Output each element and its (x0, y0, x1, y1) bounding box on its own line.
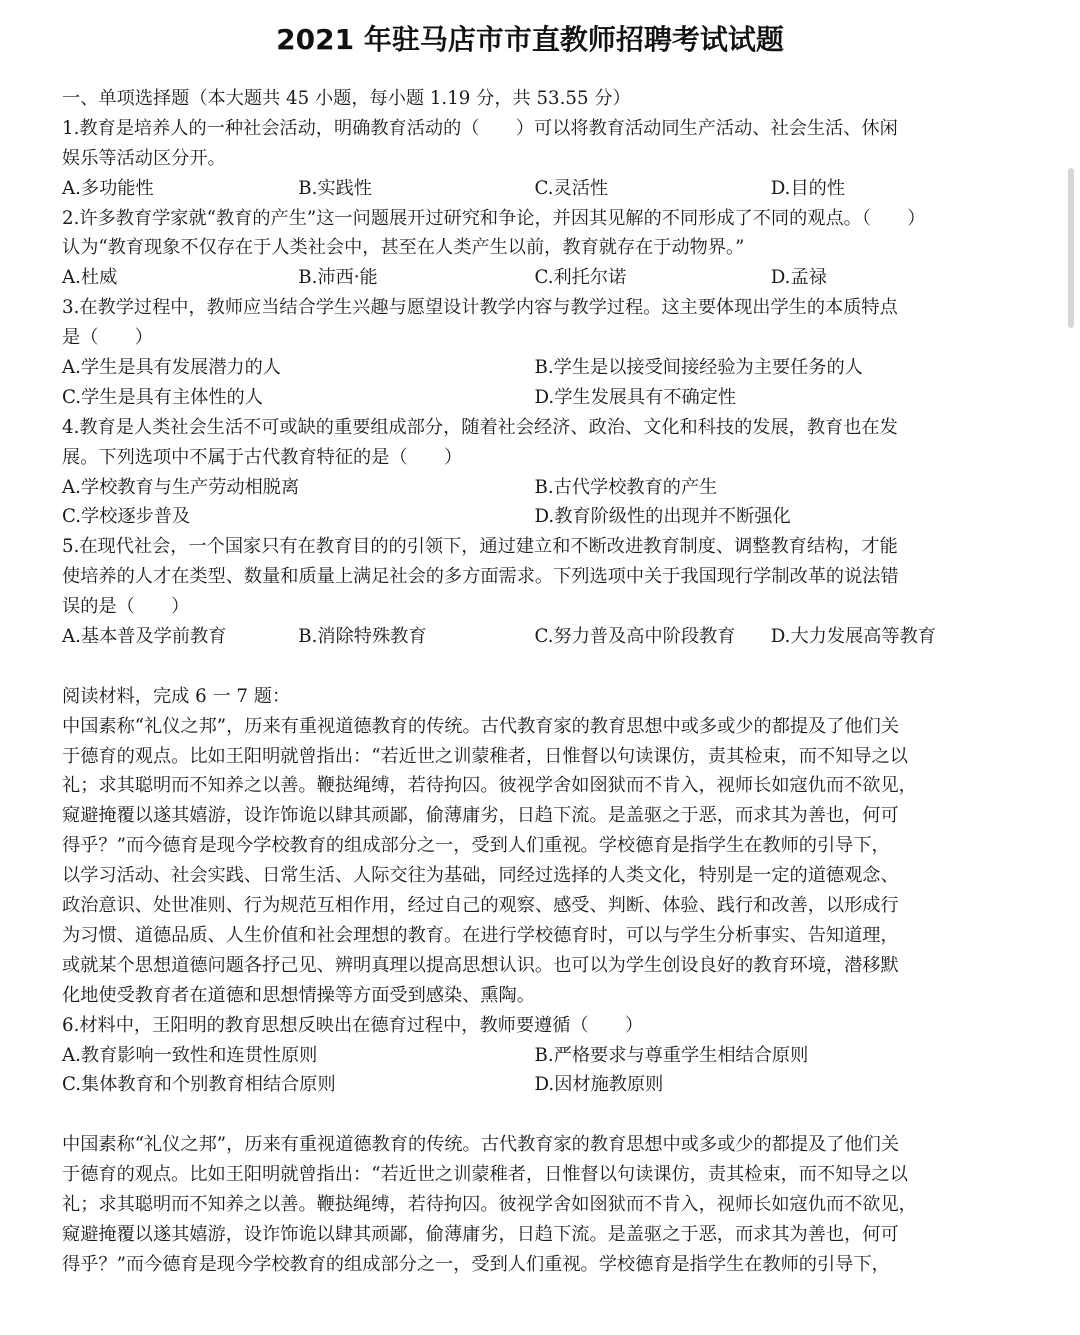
question-4-stem: 4.教育是人类社会生活不可或缺的重要组成部分，随着社会经济、政治、文化和科技的发展，教育也在发 (62, 416, 898, 438)
option-d: D.孟禄 (770, 267, 827, 289)
question-3-options-row-1 (62, 353, 1007, 383)
vertical-scrollbar[interactable] (1068, 168, 1074, 328)
option-a: A.学校教育与生产劳动相脱离 (62, 476, 300, 498)
question-5-stem-cont-2: 误的是（ ） (62, 596, 190, 618)
section-heading: 一、单项选择题（本大题共 45 小题，每小题 1.19 分，共 53.55 分） (62, 88, 631, 109)
option-a: A.基本普及学前教育 (62, 626, 227, 648)
reading-line: 化地使受教育者在道德和思想情操等方面受到感染、熏陶。 (62, 984, 535, 1006)
option-b: B.沛西·能 (298, 267, 378, 289)
option-c: C.努力普及高中阶段教育 (534, 626, 736, 648)
question-4-stem-cont: 展。下列选项中不属于古代教育特征的是（ ） (62, 446, 463, 468)
option-d: D.教育阶级性的出现并不断强化 (534, 506, 791, 528)
option-d: D.目的性 (770, 177, 846, 199)
question-3-stem-cont: 是（ ） (62, 327, 153, 349)
reading-repeat-line: 礼；求其聪明而不知养之以善。鞭挞绳缚，若待拘囚。彼视学舍如囹狱而不肯入，视师长如寇仇而不欲见， (62, 1193, 917, 1215)
reading-line: 窥避掩覆以遂其嬉游，设诈饰诡以肆其顽鄙，偷薄庸劣，日趋下流。是盖驱之于恶，而求其为善也，何可 (62, 805, 899, 827)
reading-line: 得乎？”而今德育是现今学校教育的组成部分之一，受到人们重视。学校德育是指学生在教师的引导下， (62, 835, 890, 857)
question-1-stem-cont: 娱乐等活动区分开。 (62, 147, 226, 169)
option-d: D.因材施教原则 (534, 1074, 664, 1096)
option-d: D.大力发展高等教育 (770, 626, 936, 648)
option-a: A.学生是具有发展潜力的人 (62, 357, 281, 379)
option-b: B.实践性 (298, 177, 372, 199)
reading-repeat-line: 得乎？”而今德育是现今学校教育的组成部分之一，受到人们重视。学校德育是指学生在教师的引导下， (62, 1253, 890, 1275)
reading-heading: 阅读材料，完成 6 一 7 题： (62, 685, 291, 707)
question-3-options-row-2 (62, 383, 1007, 413)
question-6-options-row-1 (62, 1041, 1007, 1071)
question-1-stem: 1.教育是培养人的一种社会活动，明确教育活动的（ ）可以将教育活动同生产活动、社会生活、休闲 (62, 117, 898, 139)
option-c: C.学校逐步普及 (62, 506, 191, 528)
page-title: 2021 年驻马店市市直教师招聘考试试题 (276, 23, 784, 56)
question-4-options-row-2 (62, 502, 1007, 532)
reading-line: 礼；求其聪明而不知养之以善。鞭挞绳缚，若待拘囚。彼视学舍如囹狱而不肯入，视师长如寇仇而不欲见， (62, 775, 917, 797)
reading-repeat-line: 窥避掩覆以遂其嬉游，设诈饰诡以肆其顽鄙，偷薄庸劣，日趋下流。是盖驱之于恶，而求其为善也，何可 (62, 1223, 899, 1245)
question-3-stem: 3.在教学过程中，教师应当结合学生兴趣与愿望设计教学内容与教学过程。这主要体现出学生的本质特点 (62, 297, 898, 319)
reading-line: 于德育的观点。比如王阳明就曾指出：“若近世之训蒙稚者，日惟督以句读课仿，责其检束，而不知导之以 (62, 745, 908, 767)
question-1-options (62, 174, 1007, 204)
option-c: C.学生是具有主体性的人 (62, 386, 263, 408)
option-b: B.学生是以接受间接经验为主要任务的人 (534, 357, 863, 379)
reading-line: 为习惯、道德品质、人生价值和社会理想的教育。在进行学校德育时，可以与学生分析事实、告知道理， (62, 924, 899, 946)
option-c: C.集体教育和个别教育相结合原则 (62, 1074, 336, 1096)
reading-line: 中国素称“礼仪之邦”，历来有重视道德教育的传统。古代教育家的教育思想中或多或少的都提及了他们关 (62, 715, 900, 737)
reading-repeat-line: 中国素称“礼仪之邦”，历来有重视道德教育的传统。古代教育家的教育思想中或多或少的都提及了他们关 (62, 1134, 900, 1156)
reading-repeat-line: 于德育的观点。比如王阳明就曾指出：“若近世之训蒙稚者，日惟督以句读课仿，责其检束，而不知导之以 (62, 1164, 908, 1186)
question-6-stem: 6.材料中，王阳明的教育思想反映出在德育过程中，教师要遵循（ ） (62, 1014, 644, 1036)
option-d: D.学生发展具有不确定性 (534, 386, 737, 408)
reading-line: 政治意识、处世准则、行为规范互相作用，经过自己的观察、感受、判断、体验、践行和改善，以形成行 (62, 895, 899, 917)
reading-line: 以学习活动、社会实践、日常生活、人际交往为基础，同经过选择的人类文化，特别是一定的道德观念、 (62, 865, 899, 887)
question-5-stem: 5.在现代社会，一个国家只有在教育目的的引领下，通过建立和不断改进教育制度、调整教育结构，才能 (62, 536, 898, 558)
question-6-options-row-2 (62, 1070, 1007, 1100)
question-4-options-row-1 (62, 473, 1007, 503)
option-c: C.灵活性 (534, 177, 609, 199)
question-2-options (62, 263, 1007, 293)
option-b: B.严格要求与尊重学生相结合原则 (534, 1044, 809, 1066)
reading-line: 或就某个思想道德问题各抒己见、辨明真理以提高思想认识。也可以为学生创设良好的教育环境，潜移默 (62, 954, 899, 976)
question-5-stem-cont: 使培养的人才在类型、数量和质量上满足社会的多方面需求。下列选项中关于我国现行学制改革的说法错 (62, 566, 899, 588)
option-a: A.多功能性 (62, 177, 154, 199)
option-a: A.杜威 (62, 267, 118, 289)
option-c: C.利托尔诺 (534, 267, 627, 289)
question-2-stem: 2.许多教育学家就“教育的产生”这一问题展开过研究和争论，并因其见解的不同形成了不同的观点。（ ） (62, 207, 926, 229)
question-2-stem-cont: 认为“教育现象不仅存在于人类社会中，甚至在人类产生以前，教育就存在于动物界。” (62, 237, 745, 259)
option-b: B.古代学校教育的产生 (534, 476, 718, 498)
option-b: B.消除特殊教育 (298, 626, 427, 648)
exam-body (62, 84, 1007, 1280)
option-a: A.教育影响一致性和连贯性原则 (62, 1044, 318, 1066)
question-5-options (62, 622, 1007, 652)
